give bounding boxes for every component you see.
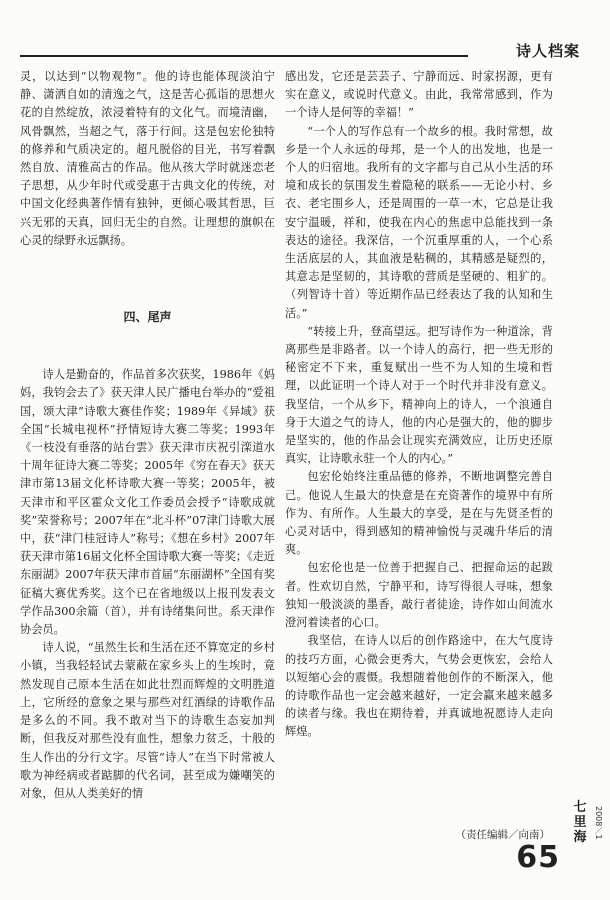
section-title: 诗人档案 [508, 40, 588, 62]
section-heading: 四、尾声 [123, 310, 172, 325]
page-number: 65 [516, 840, 560, 875]
magazine-name: 七里海 [573, 800, 587, 845]
right-column [285, 68, 553, 742]
paragraph: 诗人说，“虽然生长和生活在还不算宽定的乡村小镇，当我轻轻试去蒙蔽在家乡头上的生埃时，竟然发现自己原本生活在如此壮烈而辉煌的文明胜道上，它所经的意象之果与那些对红酒绿的诗歌作品是多么的不同。我不敢对当下的诗歌生态妄加判断，但我反对那些没有血性，想象力贫乏，十般的生人作出的分行文字。尽管“诗人”在当下时常被人歌为神经病或者踮脚的代名词，甚至成为嫌嘲笑的对象，但从人类美好的情 [20, 641, 275, 800]
paragraph: 诗人是勤奋的，作品首多次获奖，1986年《妈妈，我钧会去了》获天津人民广播电台举办的“爱祖国，颂大津”诗歌大赛佳作奖；1989年《异域》获全国“长城电视杯”抒情短诗大赛二等奖；1993年《一枝没有垂落的站台雲》获天津市庆祝引滦道水十周年征诗大赛二等奖；2005年《穷在春天》获天津市第13届文化杯诗歌大赛一等奖；2005年，被天津市和平区霍众文化工作委员会授予“诗歌成就奖”荣誉称号；2007年在“北斗杯”07津门诗歌大展中，获“津门桂冠诗人”称号；《想在乡村》2007年获天津市第16届文化杯全国诗歌大赛一等奖；《走近东丽湖》2007年获天津市首届“东丽湖杯”全国有奖征稿大赛优秀奖。这个已在省地级以上报刊发表文学作品300余篇（首），并有诗绪集问世。系天津作协会员。 [20, 368, 275, 637]
paragraph: 我坚信，在诗人以后的创作路途中，在大气度诗的技巧方面，心微会更秀大，气势会更恢宏，会给人以短缩心会的震慑。我想随着他创作的不断深入，他的诗歌作品也一定会越来越好，一定会赢来越来越多的读者与缘。我也在期待着，并真诚地祝愿诗人走向辉煌。 [285, 634, 553, 739]
header-rule [20, 55, 468, 57]
paragraph: “转接上升，登高望远。把写诗作为一种道涂，背离那些是非路者。以一个诗人的高行，把一些无形的秘密定不下来，重复赋出一些不为人知的生境和哲理，以此证明一个诗人对于一个时代并非没有意义。我坚信，一个从乡下，精神向上的诗人，一个浪通自身于大道之气的诗人，他的内心是强大的，他的脚步是坚实的，他的作品会让现实充满效应，让历史还原真实，让诗歌永驻一个人的内心。” [285, 324, 553, 466]
paragraph: 灵，以达到“以物观物”。他的诗也能体现淡泊宁静、潇洒自如的清逸之气，这是苦心孤诣的思想火花的自然绽放，浓浸着特有的文化气。而境清幽，风骨飘然，当超之气，落于行间。这是包宏伦独特的修养和气质决定的。超凡脱俗的目光，书写着飘然自放、清雅高古的作品。他从孩大学时就迷恋老子思想，从少年时代或受惠于古典文化的传统，对中国文化经典著作情有独钟，更倾心吸其哲思，巨兴无邪的天真，回归无尘的自然。让理想的旗帜在心灵的绿野永远飘扬。 [20, 70, 275, 247]
issue-number: 2008／1 [594, 806, 603, 840]
paragraph: 包宏伦也是一位善于把握自己、把握命运的起跋者。性欢切自然，宁静平和，诗写得很人寻味，想象独知一般淡淡的墨香，敲行者徒途，诗作如山间流水澄河着读者的心口。 [285, 561, 553, 630]
paragraph: “一个人的写作总有一个故乡的根。我时常想，故乡是一个人永远的母邦，是一个人的出发地，也是一个人的归宿地。我所有的文字都与自己从小生活的环境和成长的氛围发生着隐秘的联系——无论小村、乡衣、老宅围乡人，还是周围的一草一木，它总是让我安宁温暖，祥和，使我在内心的焦虑中总能找到一条表达的途径。我深信，一个沉重厚重的人，一个心系生活底层的人，其血液是粘稠的，其精感是疑烈的，其意志是坚韧的，其诗歌的营质是坚硬的、粗犷的。（列智诗十首）等近期作品已经表达了我的认知和生活。” [285, 124, 553, 320]
left-column [20, 68, 275, 803]
editor-credit: （责任编辑／向南） [455, 829, 550, 841]
paragraph: 包宏伦始终注重品德的修养，不断地调整完善自己。他说人生最大的快意是在充资著作的境界中有所作为、有所作。人生最大的享受，是在与先贤圣哲的心灵对话中，得到感知的精神愉悦与灵魂升华后的清爽。 [285, 470, 553, 557]
paragraph: 感出发，它还是芸芸子、宁静而远、时家拐源，更有实在意义，或说时代意义。由此，我常常感到，作为一个诗人是何等的幸福！” [285, 70, 553, 120]
